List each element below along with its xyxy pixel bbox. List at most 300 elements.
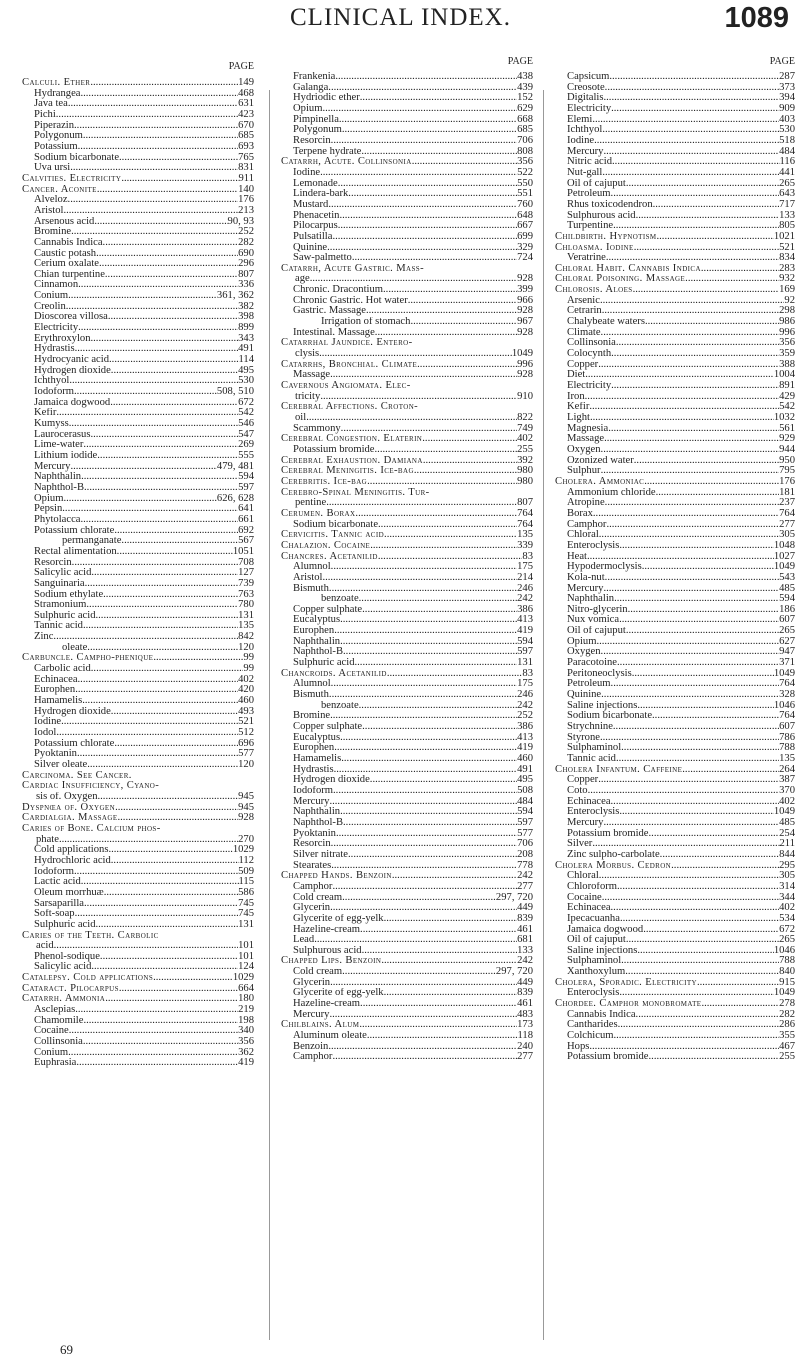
entry-page-ref: 1049 <box>773 807 795 818</box>
leader-dots <box>355 509 517 520</box>
entry-term: Petroleum <box>567 679 611 690</box>
leader-dots <box>362 946 518 957</box>
leader-dots <box>585 392 779 403</box>
entry-page-ref: 423 <box>238 109 254 120</box>
entry-term: Cerebro-Spinal Meningitis. Tur- <box>281 487 430 498</box>
entry-page-ref: 186 <box>779 604 795 615</box>
entry-page-ref: 661 <box>238 514 254 525</box>
entry-term: Soft-soap <box>34 909 75 920</box>
leader-dots <box>87 760 238 771</box>
index-entry <box>555 925 795 936</box>
index-entry <box>22 334 254 345</box>
leader-dots <box>657 232 774 243</box>
entry-term: Polygonum <box>293 125 342 136</box>
entry-page-ref: 278 <box>779 999 795 1010</box>
page-column-label: PAGE <box>228 61 254 72</box>
index-entry <box>22 195 254 206</box>
signature-mark: 69 <box>60 1342 73 1357</box>
entry-page-ref: 362 <box>238 1047 254 1058</box>
leader-dots <box>375 328 517 339</box>
leader-dots <box>601 647 780 658</box>
leader-dots <box>378 520 517 531</box>
leader-dots <box>331 839 517 850</box>
index-entry <box>22 568 254 579</box>
entry-term: Resorcin <box>293 839 331 850</box>
entry-term: Aristol <box>293 572 323 583</box>
entry-page-ref: 1048 <box>773 540 795 551</box>
entry-page-ref: 135 <box>238 621 254 632</box>
entry-page-ref: 928 <box>517 306 533 317</box>
leader-dots <box>614 594 779 605</box>
index-entry <box>555 818 795 829</box>
entry-term: Kola-nut <box>567 572 605 583</box>
entry-page-ref: 495 <box>238 365 254 376</box>
index-entry <box>281 829 533 840</box>
entry-term: Styrone <box>567 732 600 743</box>
leader-dots <box>56 728 238 739</box>
entry-term: Sodium bicarbonate <box>293 519 379 530</box>
leader-dots <box>343 647 517 658</box>
leader-dots <box>408 296 517 307</box>
entry-term: Nux vomica <box>567 615 620 626</box>
entry-page-ref: 530 <box>238 376 254 387</box>
entry-page-ref: 986 <box>779 317 795 328</box>
entry-page-ref: 242 <box>517 956 533 967</box>
entry-page-ref: 648 <box>517 210 533 221</box>
entry-page-ref: 555 <box>238 450 254 461</box>
entry-term: Cerium oxalate <box>34 259 100 270</box>
entry-term: Cerebral Meningitis. Ice-bag <box>281 466 414 477</box>
index-entry <box>281 115 533 126</box>
entry-page-ref: 254 <box>779 828 795 839</box>
index-entry <box>555 807 795 818</box>
entry-term: Sulphuric acid <box>34 919 96 930</box>
leader-dots <box>108 845 232 856</box>
leader-dots <box>78 142 239 153</box>
index-entry <box>22 89 254 100</box>
entry-term: Cervicitis. Tannic acid <box>281 530 385 541</box>
index-entry <box>555 1020 795 1031</box>
entry-term: Nut-gall <box>567 167 603 178</box>
entry-page-ref: 831 <box>238 163 254 174</box>
entry-page-ref: 822 <box>517 413 533 423</box>
entry-term: Phytolacca <box>34 514 81 525</box>
entry-page-ref: 305 <box>779 530 795 541</box>
entry-page-ref: 547 <box>238 429 254 440</box>
entry-term: Ammonium chloride <box>567 487 656 498</box>
index-entry <box>555 722 795 733</box>
entry-page-ref: 795 <box>779 466 795 477</box>
entry-term: Enteroclysis <box>567 807 620 818</box>
index-entry <box>555 701 795 712</box>
entry-page-ref: 314 <box>779 881 795 892</box>
entry-page-ref: 980 <box>517 476 533 487</box>
page-column-label: PAGE <box>769 56 795 67</box>
index-entry <box>22 1005 254 1016</box>
entry-page-ref: 607 <box>779 722 795 733</box>
leader-dots <box>319 349 512 360</box>
page-column-label: PAGE <box>507 56 533 67</box>
index-entry <box>281 786 533 797</box>
index-entry <box>22 845 254 856</box>
entry-page-ref: 786 <box>779 732 795 743</box>
leader-dots <box>330 370 517 381</box>
entry-term: Coto <box>567 785 588 796</box>
entry-page-ref: 1046 <box>773 700 795 711</box>
entry-term: Pichi <box>34 109 56 120</box>
entry-page-ref: 399 <box>517 285 533 296</box>
index-entry <box>22 536 254 547</box>
entry-page-ref: 808 <box>517 146 533 157</box>
leader-dots <box>628 605 780 616</box>
entry-term: Pimpinella <box>293 114 339 125</box>
entry-term: Cholera Morbus. Cedron <box>555 860 672 871</box>
entry-term: benzoate <box>321 594 359 605</box>
entry-term: Chronic Gastric. Hot water <box>293 295 408 306</box>
leader-dots <box>360 93 517 104</box>
entry-page-ref: 305 <box>779 871 795 882</box>
entry-term: Chlorosis. Aloes <box>555 285 633 296</box>
entry-page-ref: 133 <box>517 945 533 956</box>
entry-page-ref: 911 <box>238 173 254 184</box>
entry-term: clysis <box>295 349 320 360</box>
entry-page-ref: 115 <box>238 877 254 888</box>
leader-dots <box>348 850 517 861</box>
entry-page-ref: 681 <box>517 935 533 946</box>
entry-term: Hydrogen dioxide <box>293 775 370 786</box>
leader-dots <box>370 541 517 552</box>
index-entry <box>22 280 254 291</box>
entry-page-ref: 180 <box>238 994 254 1005</box>
entry-page-ref: 373 <box>779 82 795 93</box>
leader-dots <box>94 217 227 228</box>
index-entry <box>555 72 795 83</box>
entry-page-ref: 339 <box>517 540 533 551</box>
entry-page-ref: 135 <box>517 530 533 541</box>
index-entry <box>22 472 254 483</box>
index-entry <box>22 781 254 792</box>
entry-page-ref: 1046 <box>773 945 795 956</box>
entry-page-ref: 966 <box>517 295 533 306</box>
leader-dots <box>103 238 239 249</box>
index-entry <box>555 264 795 275</box>
leader-dots <box>83 131 238 142</box>
entry-page-ref: 594 <box>517 636 533 647</box>
index-entry <box>22 99 254 110</box>
entry-term: Cerebral Congestion. Elaterin <box>281 434 423 445</box>
entry-page-ref: 597 <box>517 647 533 658</box>
entry-page-ref: 176 <box>238 195 254 206</box>
leader-dots <box>91 962 238 973</box>
index-entry <box>22 867 254 878</box>
entry-term: Piperazin <box>34 120 75 131</box>
leader-dots <box>118 813 239 824</box>
index-entry <box>22 259 254 270</box>
entry-term: Cancer. Aconite <box>22 184 97 195</box>
entry-term: Oil of cajuput <box>567 935 626 946</box>
index-entry <box>281 136 533 147</box>
index-entry <box>281 168 533 179</box>
leader-dots <box>603 818 779 829</box>
leader-dots <box>74 387 217 398</box>
entry-term: Carcinoma. See Cancer. <box>22 770 132 781</box>
index-entry <box>555 306 795 317</box>
leader-dots <box>115 803 238 814</box>
entry-page-ref: 265 <box>779 178 795 189</box>
entry-term: Glycerite of egg-yelk <box>293 913 384 924</box>
leader-dots <box>613 221 779 232</box>
index-entry <box>281 669 533 680</box>
index-entry <box>281 104 533 115</box>
index-entry <box>281 999 533 1010</box>
index-entry <box>555 552 795 563</box>
index-entry <box>22 249 254 260</box>
leader-dots <box>105 270 238 281</box>
entry-page-ref: 749 <box>517 423 533 434</box>
entry-term: Echinacea <box>34 674 78 685</box>
leader-dots <box>69 419 238 430</box>
index-entry <box>281 264 533 275</box>
entry-term: Carbolic acid <box>34 664 91 675</box>
index-entry <box>281 520 533 531</box>
leader-dots <box>601 690 779 701</box>
leader-dots <box>603 147 779 158</box>
entry-page-ref: 842 <box>238 632 254 643</box>
entry-term: Cetrarin <box>567 306 602 317</box>
entry-term: Hops <box>567 1041 590 1052</box>
leader-dots <box>634 456 779 467</box>
entry-page-ref: 255 <box>779 1052 795 1063</box>
index-entry <box>555 168 795 179</box>
entry-term: Chloral <box>567 871 599 882</box>
entry-page-ref: 672 <box>779 924 795 935</box>
entry-page-ref: 371 <box>779 658 795 669</box>
entry-term: Resorcin <box>34 557 72 568</box>
index-entry <box>281 338 533 349</box>
index-entry <box>555 679 795 690</box>
index-entry <box>22 302 254 313</box>
entry-term: Naphthalin <box>293 636 341 647</box>
entry-term: Pyoktanin <box>34 749 77 760</box>
leader-dots <box>362 605 517 616</box>
index-entry <box>281 466 533 477</box>
index-entry <box>22 856 254 867</box>
leader-dots <box>378 552 523 563</box>
index-entry <box>555 125 795 136</box>
entry-term: Childbirth. Hypnotism <box>555 231 657 242</box>
index-entry <box>281 360 533 371</box>
index-entry <box>22 590 254 601</box>
entry-page-ref: 690 <box>238 248 254 259</box>
index-entry <box>22 526 254 537</box>
index-entry <box>281 893 533 904</box>
index-entry <box>555 402 795 413</box>
leader-dots <box>359 594 517 605</box>
index-entry <box>555 317 795 328</box>
leader-dots <box>105 994 238 1005</box>
leader-dots <box>599 530 779 541</box>
leader-dots <box>96 920 239 931</box>
leader-dots <box>621 956 779 967</box>
index-entry <box>281 850 533 861</box>
leader-dots <box>314 935 517 946</box>
entry-page-ref: 980 <box>517 466 533 477</box>
index-entry <box>22 206 254 217</box>
entry-page-ref: 594 <box>517 807 533 818</box>
index-entry <box>22 653 254 664</box>
entry-page-ref: 996 <box>779 327 795 338</box>
leader-dots <box>97 185 238 196</box>
index-entry <box>281 573 533 584</box>
entry-page-ref: 361, 362 <box>216 291 254 302</box>
index-entry <box>22 408 254 419</box>
leader-dots <box>96 249 238 260</box>
entry-term: Iodoform <box>34 866 75 877</box>
entry-page-ref: 355 <box>779 1031 795 1042</box>
index-entry <box>281 594 533 605</box>
entry-term: Cold applications <box>34 845 109 856</box>
index-entry <box>555 615 795 626</box>
entry-page-ref: 388 <box>779 359 795 370</box>
entry-term: Enteroclysis <box>567 988 620 999</box>
entry-page-ref: 120 <box>238 760 254 770</box>
column-divider <box>543 90 544 1340</box>
index-entry <box>22 376 254 387</box>
index-entry <box>281 1052 533 1063</box>
index-entry <box>22 728 254 739</box>
index-entry <box>555 179 795 190</box>
entry-term: Cinnamon <box>34 280 79 291</box>
entry-page-ref: 112 <box>238 855 254 866</box>
index-entry <box>281 370 533 381</box>
entry-page-ref: 508, 510 <box>216 387 254 398</box>
entry-page-ref: 745 <box>238 898 254 909</box>
entry-page-ref: 945 <box>238 791 254 802</box>
entry-term: oil <box>295 413 307 423</box>
entry-term: Caries of Bone. Calcium phos- <box>22 823 161 834</box>
entry-page-ref: 214 <box>517 572 533 583</box>
entry-page-ref: 485 <box>779 817 795 828</box>
index-entry <box>555 584 795 595</box>
index-entry <box>555 850 795 861</box>
index-entry <box>281 839 533 850</box>
entry-term: Sulphuric acid <box>34 610 96 621</box>
entry-page-ref: 1049 <box>773 988 795 999</box>
entry-term: Oxygen <box>567 444 601 455</box>
index-entry <box>22 1048 254 1059</box>
entry-term: Sulphurous acid <box>293 945 362 956</box>
leader-dots <box>56 110 238 121</box>
entry-page-ref: 297, 720 <box>495 967 533 978</box>
entry-page-ref: 764 <box>779 508 795 519</box>
entry-term: Cannabis Indica <box>567 1009 636 1020</box>
index-entry <box>281 306 533 317</box>
index-entry <box>281 552 533 563</box>
index-entry <box>555 882 795 893</box>
index-entry <box>281 509 533 520</box>
index-entry <box>22 941 254 952</box>
leader-dots <box>330 978 517 989</box>
entry-page-ref: 329 <box>517 242 533 253</box>
leader-dots <box>328 1042 517 1053</box>
entry-term: Iodoform <box>293 785 334 796</box>
index-entry <box>555 1010 795 1021</box>
entry-term: Iodine <box>293 167 321 178</box>
entry-page-ref: 834 <box>779 253 795 264</box>
leader-dots <box>626 626 779 637</box>
entry-page-ref: 928 <box>517 327 533 338</box>
entry-page-ref: 708 <box>238 557 254 568</box>
index-entry <box>281 456 533 467</box>
entry-page-ref: 493 <box>238 706 254 717</box>
entry-term: Electricity <box>567 381 612 392</box>
entry-page-ref: 530 <box>779 125 795 136</box>
entry-list <box>555 72 795 1063</box>
entry-page-ref: 717 <box>779 199 795 210</box>
leader-dots <box>601 328 780 339</box>
index-entry <box>22 909 254 920</box>
entry-term: Alveloz <box>34 195 68 206</box>
index-entry <box>281 647 533 658</box>
entry-page-ref: 485 <box>779 583 795 594</box>
leader-dots <box>611 381 779 392</box>
entry-page-ref: 92 <box>784 295 795 306</box>
entry-term: Arsenic <box>567 295 600 306</box>
index-entry <box>22 643 254 654</box>
index-entry <box>555 498 795 509</box>
entry-term: Pyoktanin <box>293 828 336 839</box>
index-entry <box>281 221 533 232</box>
entry-term: Cholera, Sporadic. Electricity <box>555 977 697 988</box>
index-entry <box>281 72 533 83</box>
entry-page-ref: 685 <box>517 125 533 136</box>
leader-dots <box>387 669 523 680</box>
leader-dots <box>332 232 517 243</box>
index-entry <box>281 722 533 733</box>
leader-dots <box>375 445 518 456</box>
leader-dots <box>328 83 517 94</box>
index-entry <box>22 483 254 494</box>
entry-page-ref: 438 <box>517 72 533 82</box>
index-entry <box>555 1042 795 1053</box>
entry-page-ref: 114 <box>238 355 254 366</box>
entry-term: Catarrh. Ammonia <box>22 994 106 1005</box>
leader-dots <box>606 253 779 264</box>
entry-term: Chamomile <box>34 1015 84 1026</box>
entry-page-ref: 807 <box>238 269 254 280</box>
entry-term: Cholera. Ammoniac <box>555 476 645 487</box>
column-divider <box>269 90 270 1340</box>
index-entry <box>281 903 533 914</box>
index-entry <box>281 914 533 925</box>
entry-page-ref: 950 <box>779 455 795 466</box>
entry-term: Chancroids. Acetanilid <box>281 668 387 679</box>
entry-term: Cold cream <box>293 967 343 978</box>
index-entry <box>22 515 254 526</box>
index-entry <box>22 899 254 910</box>
leader-dots <box>75 909 239 920</box>
entry-page-ref: 394 <box>779 93 795 104</box>
entry-page-ref: 298 <box>779 306 795 317</box>
index-entry <box>555 477 795 488</box>
entry-page-ref: 667 <box>517 221 533 232</box>
entry-page-ref: 699 <box>517 231 533 242</box>
leader-dots <box>331 562 517 573</box>
entry-page-ref: 586 <box>238 887 254 898</box>
index-entry <box>281 978 533 989</box>
entry-page-ref: 561 <box>779 423 795 434</box>
index-entry <box>22 792 254 803</box>
